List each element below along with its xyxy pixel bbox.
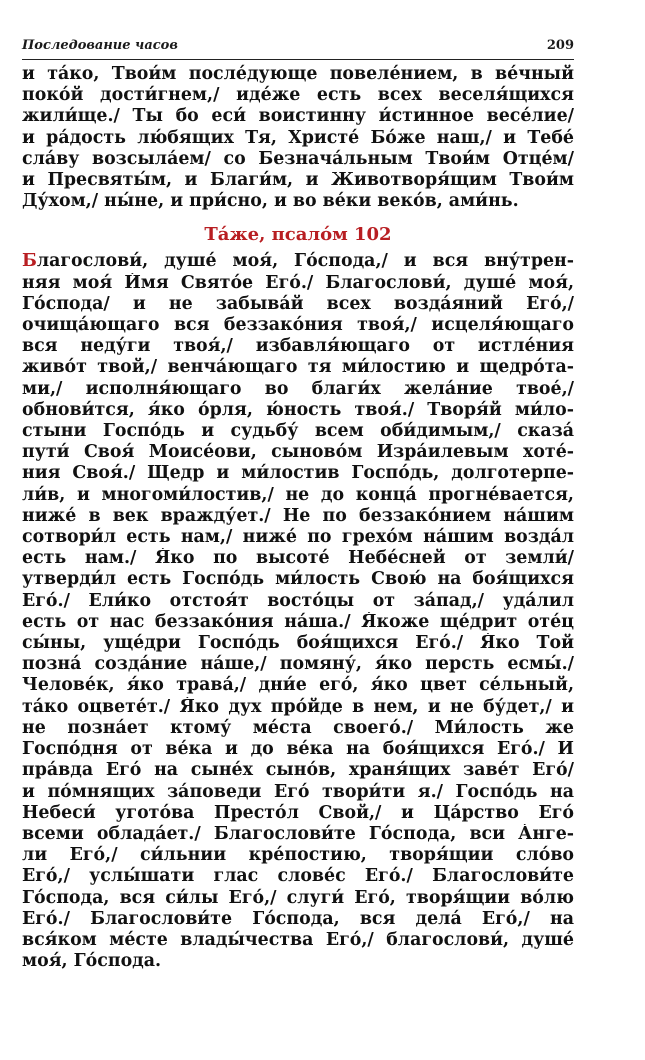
intro-line: и ра́дость лю́бящих Тя, Христе́ Бо́же наш,/ и Тебе́ [22,127,574,148]
psalm-line: не позна́ет ктому́ ме́ста своего́./ Ми́лость же [22,717,574,738]
page-number: 209 [546,38,574,53]
running-title: Последование часов [22,38,178,53]
intro-line: и Пресвяты́м, и Благи́м, и Животворя́щим Твои́м [22,170,574,191]
psalm-line: Го́спода, вся си́лы Его́,/ слуги́ Его́, творя́щии во́лю [22,887,574,908]
psalm-line: Его́./ Благослови́те Го́спода, вся дела́ Его́,/ на [22,908,574,929]
drop-cap: Б [22,251,37,272]
psalm-line: няя моя́ И́мя Свято́е Его́./ Благослови́, душе́ моя́, [22,272,574,293]
psalm-line: сотвори́л есть нам,/ ниже́ по грехо́м на́шим возда́л [22,527,574,548]
intro-line: сла́ву возсыла́ем/ со Безнача́льным Твои́м Отце́м/ [22,148,574,169]
psalm-line: ния Своя́./ Щедр и ми́лостив Госпо́дь, долготерпе- [22,463,574,484]
psalm-line: стыни Госпо́дь и судьбу́ всем оби́димым,/ сказа́ [22,421,574,442]
psalm-line: очища́ющаго вся беззако́ния твоя́,/ исцеля́ющаго [22,315,574,336]
psalm-line: сы́ны, уще́дри Госпо́дь боя́щихся Его́./ Я́ко Той [22,633,574,654]
psalm-line: есть от нас беззако́ния на́ша./ Я́коже ще́дрит оте́ц [22,611,574,632]
psalm-line: ми,/ исполня́ющаго во благи́х жела́ние твое́,/ [22,378,574,399]
running-header [22,38,574,60]
psalm-first-line [22,251,574,272]
intro-line: поко́й дости́гнем,/ иде́же есть всех веселя́щихся [22,85,574,106]
psalm-line: пути́ Своя́ Моисе́ови, сыново́м Изра́илевым хоте́- [22,442,574,463]
psalm-first-line-text: лагослови́, душе́ моя́, Го́спода,/ и вся вну́трен- [36,251,574,272]
psalm-line: позна́ созда́ние на́ше,/ помяну́, я́ко персть есмы́./ [22,654,574,675]
psalm-line: живо́т твой,/ венча́ющаго тя ми́лостию и щедро́та- [22,357,574,378]
psalm-line: есть нам./ Я́ко по высоте́ Небе́сней от земли́/ [22,548,574,569]
psalm-line: Го́спода/ и не забыва́й всех возда́яний Его́,/ [22,293,574,314]
psalm-line: Госпо́дня от ве́ка и до ве́ка на боя́щихся Его́./ И [22,739,574,760]
psalm-line: вся неду́ги твоя́,/ избавля́ющаго от истле́ния [22,336,574,357]
intro-paragraph [22,64,574,212]
psalm-line: Небеси́ угото́ва Престо́л Свой,/ и Ца́рство Его́ [22,802,574,823]
psalm-line: утверди́л есть Госпо́дь ми́лость Свою́ на боя́щихся [22,569,574,590]
psalm-line: обнови́тся, я́ко о́рля, ю́ность твоя́./ Творя́й ми́ло- [22,399,574,420]
psalm-line: та́ко оцвете́т./ Я́ко дух про́йде в нем, и не бу́дет,/ и [22,696,574,717]
intro-line: Ду́хом,/ ны́не, и при́сно, и во ве́ки веко́в, ами́нь. [22,191,519,212]
psalm-heading: Та́же, псало́м 102 [204,224,392,246]
psalm-line: вся́ком ме́сте влады́чества Его́,/ благослови́, душе́ [22,929,574,950]
psalm-line: Его́,/ услы́шати глас слове́с Его́./ Благослови́те [22,866,574,887]
psalm-line: ниже́ в век вражду́ет./ Не по беззако́нием на́шим [22,505,574,526]
intro-line: и та́ко, Твои́м после́дующе повеле́нием, в ве́чный [22,64,574,84]
psalm-line: пра́вда Его́ на сыне́х сыно́в, храня́щих заве́т Его́/ [22,760,574,781]
psalm-line: всеми облада́ет./ Благослови́те Го́спода, вси А́нге- [22,823,574,844]
psalm-line: моя́, Го́спода. [22,951,162,972]
psalm-line: Его́./ Ели́ко отстоя́т восто́цы от за́пад,/ уда́лил [22,590,574,611]
psalm-line: Челове́к, я́ко трава́,/ дни́е его́, я́ко цвет се́льный, [22,675,574,696]
psalm-text [22,251,574,972]
book-page [22,38,574,972]
psalm-line: и по́мнящих за́поведи Его́ твори́ти я./ Госпо́дь на [22,781,574,802]
psalm-line: ли́в, и многоми́лостив,/ не до конца́ прогне́вается, [22,484,574,505]
intro-line: жили́ще./ Ты бо еси́ воистинну и́стинное весе́лие/ [22,106,574,127]
psalm-line: ли Его́,/ си́льнии кре́постию, творя́щии сло́во [22,845,574,866]
